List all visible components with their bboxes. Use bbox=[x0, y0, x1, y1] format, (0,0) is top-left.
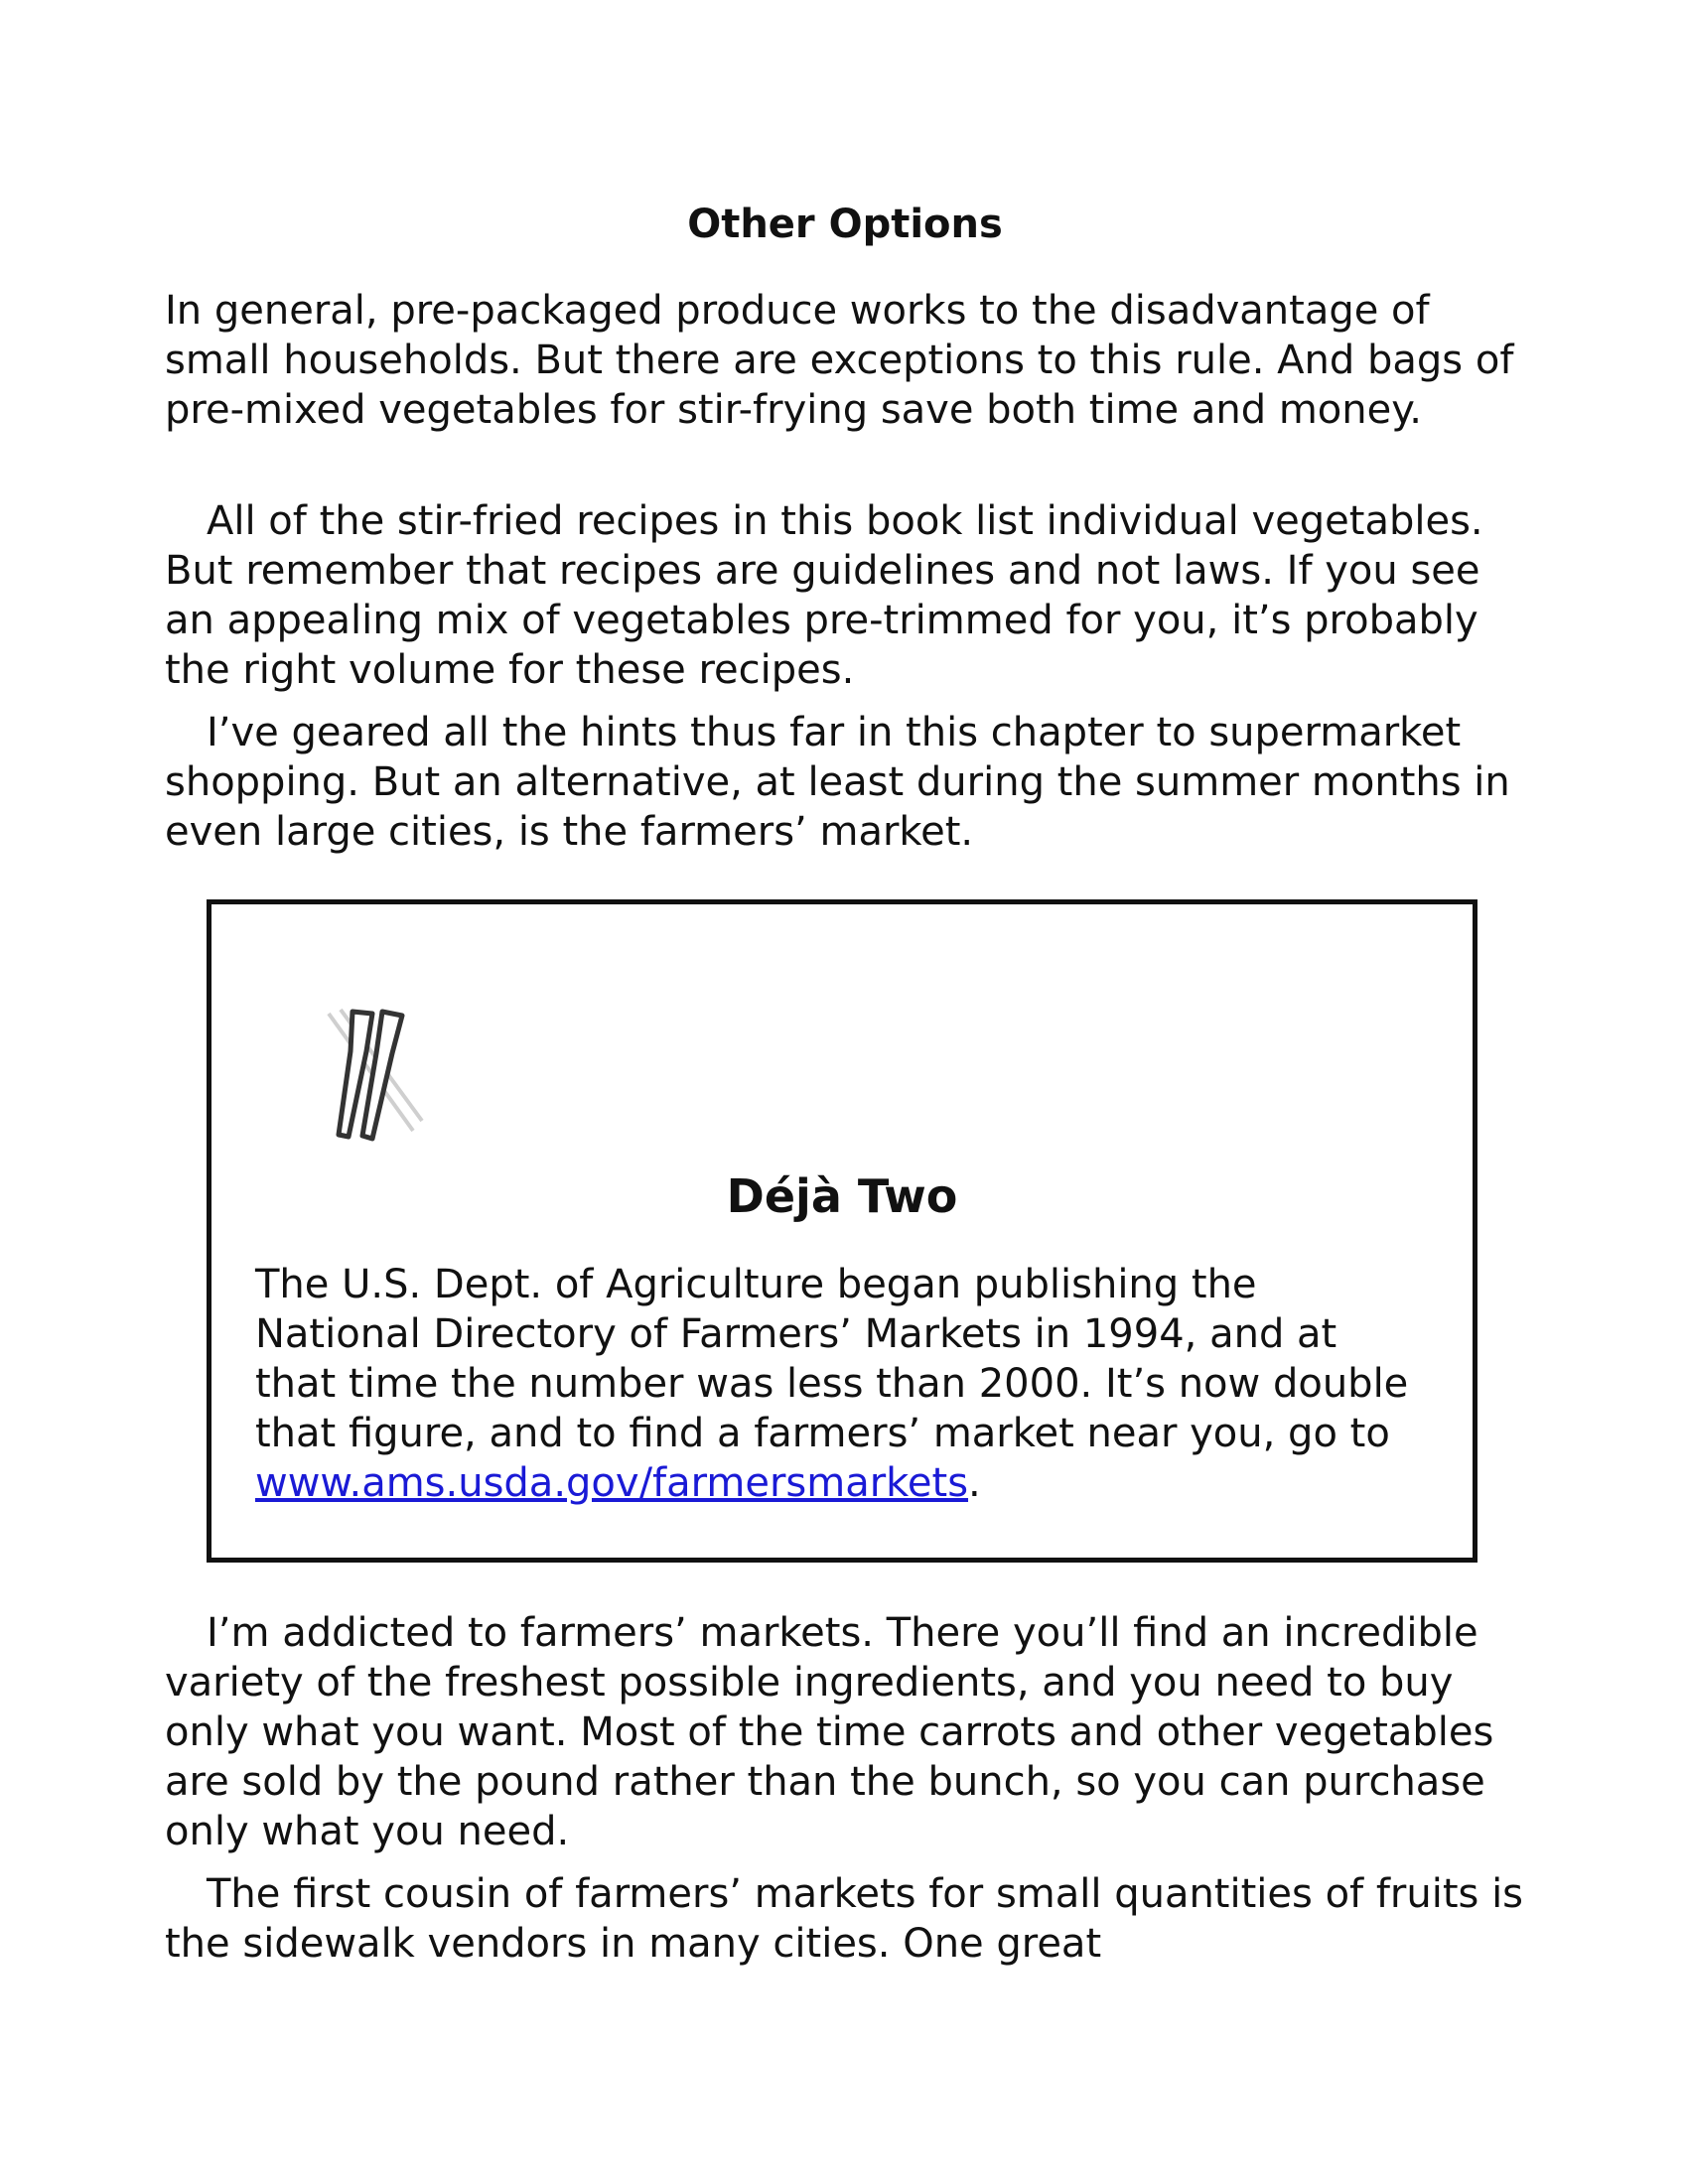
paragraph-supermarket: I’ve geared all the hints thus far in this chapter to supermarket shopping. But an alternative, at least during the summer months in even large cities, is the farmers’ market. bbox=[165, 710, 1510, 855]
sidebar-body bbox=[255, 1260, 1427, 1508]
fork-icon bbox=[319, 1004, 428, 1143]
paragraph-stir-fry: All of the stir-fried recipes in this book list individual vegetables. But remember that recipes are guidelines and not laws. If you see an appealing mix of vegetables pre-trimmed for you, it’s probably the right volume for these recipes. bbox=[165, 498, 1483, 693]
sidebar-body-text: The U.S. Dept. of Agriculture began publishing the National Directory of Farmers’ Markets in 1994, and at that time the number was less than 2000. It’s now double that figure, and to find a farmers’ market near you, go to bbox=[255, 1262, 1409, 1456]
sidebar-body-end: . bbox=[968, 1460, 981, 1506]
sidebar-title: Déjà Two bbox=[726, 1169, 958, 1223]
usda-link[interactable]: www.ams.usda.gov/farmersmarkets bbox=[255, 1460, 969, 1506]
paragraph-farmers-markets: I’m addicted to farmers’ markets. There you’ll find an incredible variety of the freshest possible ingredients, and you need to buy only what you want. Most of the time carrots and other vegetables are sold by the pound rather than the bunch, so you can purchase only what you need. bbox=[165, 1610, 1494, 1854]
paragraph-intro: In general, pre-packaged produce works to the disadvantage of small households. But there are exceptions to this rule. And bags of pre-mixed vegetables for stir-frying save both time and money. bbox=[165, 288, 1514, 433]
section-heading: Other Options bbox=[687, 202, 1003, 247]
paragraph-sidewalk-vendors: The first cousin of farmers’ markets for small quantities of fruits is the sidewalk vendors in many cities. One great bbox=[165, 1871, 1524, 1967]
sidebar-box bbox=[207, 899, 1477, 1563]
